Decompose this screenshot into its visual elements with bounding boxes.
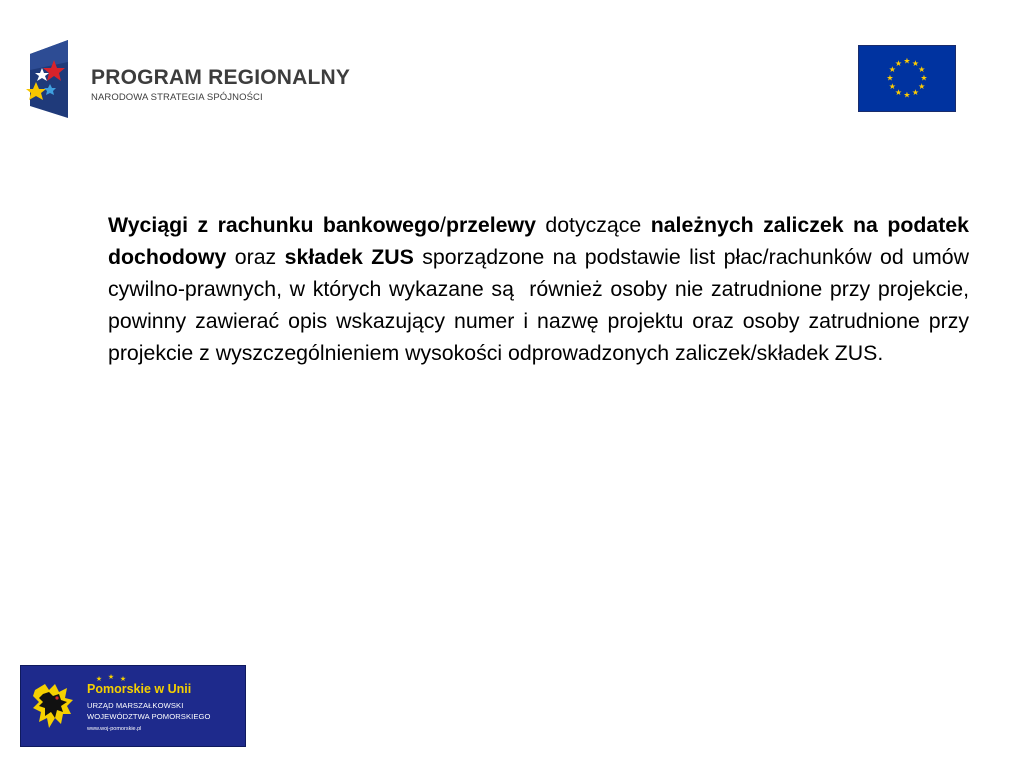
program-regionalny-logo-icon: [24, 40, 74, 122]
svg-text:★: ★: [107, 673, 115, 681]
main-paragraph: [108, 209, 969, 369]
text-bold-bank-statements: Wyciągi z rachunku bankowego: [108, 213, 441, 237]
program-subtitle: NARODOWA STRATEGIA SPÓJNOŚCI: [91, 92, 263, 103]
eu-flag-icon: [859, 46, 955, 111]
svg-text:★: ★: [894, 58, 903, 68]
svg-text:★: ★: [918, 82, 926, 91]
svg-text:★: ★: [903, 90, 911, 100]
griffin-coat-of-arms-icon: [31, 680, 77, 732]
svg-text:★: ★: [888, 65, 896, 74]
program-regionalny-logo: [24, 40, 351, 122]
svg-text:★: ★: [920, 73, 928, 83]
program-title: PROGRAM REGIONALNY: [91, 66, 351, 89]
text-bold-income-tax-advances: należnych zaliczek na podatek dochodowy: [108, 213, 969, 269]
svg-text:★: ★: [903, 56, 911, 66]
svg-text:★: ★: [886, 73, 894, 83]
svg-text:★: ★: [894, 88, 903, 98]
text-body-rest: sporządzone na podstawie list płac/rachunków od umów cywilno-prawnych, w których wykazane są również osoby nie zatrudnione przy projekcie, powinny zawierać opis wskazujący numer i nazwę projektu oraz osoby zatrudnione przy projekcie z wyszczególnieniem wysokości odprowadzonych zaliczek/składek ZUS.: [108, 245, 969, 365]
pomorskie-brand: Pomorskie w Unii: [87, 682, 192, 696]
text-regarding: dotyczące: [535, 213, 651, 237]
text-bold-zus-contributions: składek ZUS: [284, 245, 414, 269]
pomorskie-logo: [20, 665, 246, 747]
text-and: oraz: [226, 245, 285, 269]
svg-text:★: ★: [911, 58, 920, 68]
text-bold-transfers: przelewy: [445, 213, 536, 237]
office-line-2: WOJEWÓDZTWA POMORSKIEGO: [87, 712, 211, 721]
text-slash: /: [440, 213, 446, 237]
pomorskie-url: www.woj-pomorskie.pl: [87, 726, 142, 732]
svg-text:★: ★: [911, 88, 920, 98]
office-line-1: URZĄD MARSZAŁKOWSKI: [87, 701, 184, 710]
svg-text:★: ★: [119, 675, 127, 683]
svg-text:★: ★: [888, 82, 896, 91]
pomorskie-office: [87, 700, 211, 722]
svg-text:★: ★: [918, 65, 926, 74]
svg-text:★: ★: [95, 675, 103, 683]
eu-flag: [859, 46, 955, 111]
